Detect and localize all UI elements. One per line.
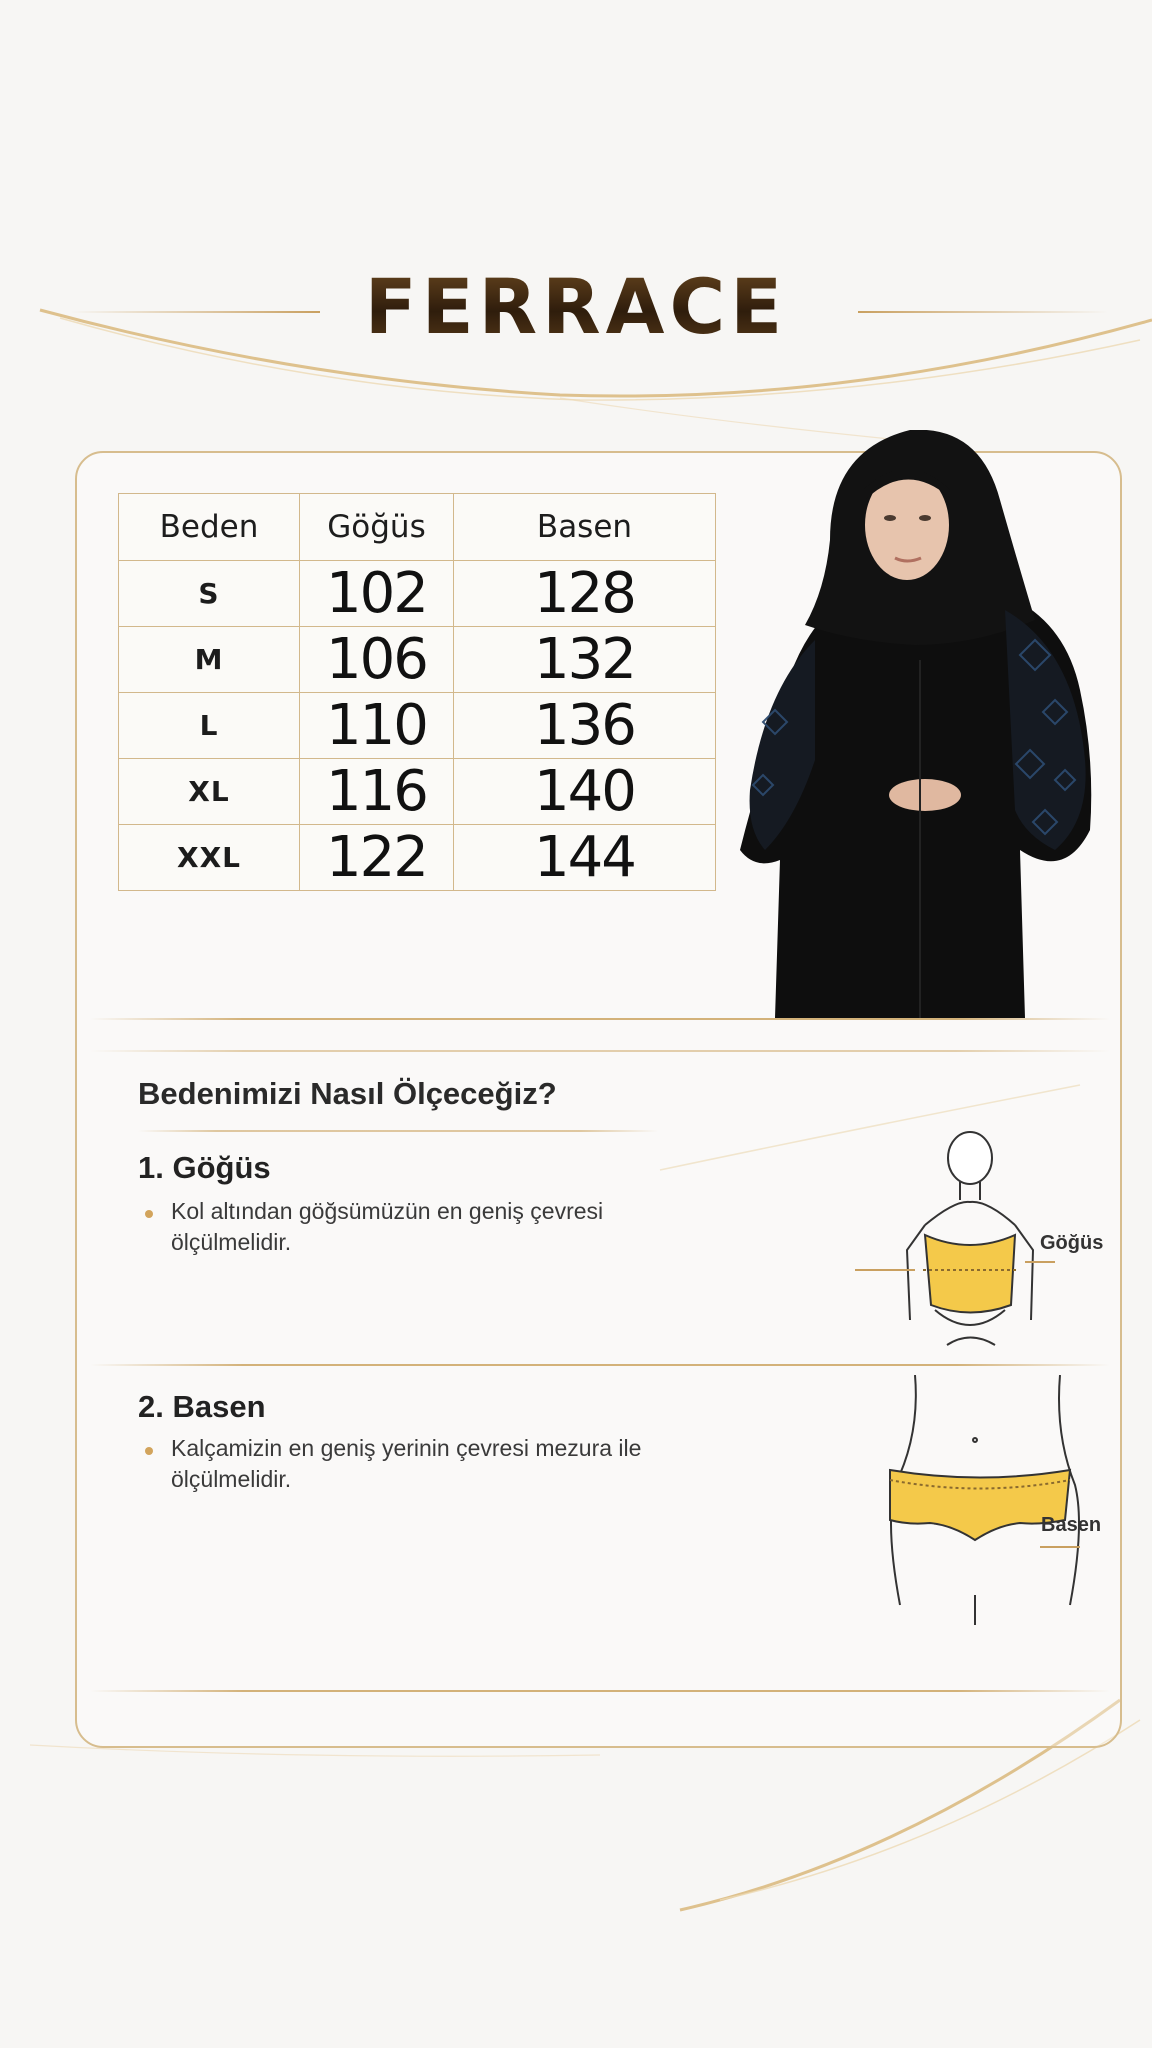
bullet-icon	[145, 1210, 153, 1218]
step-chest-text-line1: Kol altından göğsümüzün en geniş çevresi	[171, 1198, 604, 1224]
model-photo	[735, 430, 1095, 1018]
divider	[90, 1018, 1110, 1020]
hip-value: 128	[454, 561, 716, 627]
chest-measure-figure	[855, 1130, 1055, 1360]
divider	[138, 1130, 658, 1132]
size-chart-table	[118, 493, 716, 891]
chest-value: 106	[300, 627, 454, 693]
divider	[90, 1690, 1110, 1692]
step-chest-text	[171, 1196, 603, 1258]
step-hip-text-line2: ölçülmelidir.	[171, 1466, 292, 1492]
table-row	[119, 759, 716, 825]
table-row	[119, 561, 716, 627]
hip-figure-label: Basen	[1041, 1514, 1102, 1536]
table-row	[119, 825, 716, 891]
size-label: L	[119, 693, 300, 759]
page-title: FERRACE	[0, 262, 1152, 352]
hip-value: 140	[454, 759, 716, 825]
table-row	[119, 693, 716, 759]
hip-value: 144	[454, 825, 716, 891]
header-hip: Basen	[454, 494, 716, 561]
measure-heading: Bedenimizi Nasıl Ölçeceğiz?	[138, 1076, 557, 1111]
step-chest-text-line2: ölçülmelidir.	[171, 1229, 292, 1255]
divider	[90, 1050, 1110, 1052]
chest-value: 110	[300, 693, 454, 759]
table-row	[119, 627, 716, 693]
chest-figure-label: Göğüs	[1040, 1232, 1104, 1254]
header-chest: Göğüs	[300, 494, 454, 561]
divider	[90, 1364, 1110, 1366]
hip-value: 132	[454, 627, 716, 693]
step-chest-title: 1. Göğüs	[138, 1150, 271, 1185]
chest-value: 122	[300, 825, 454, 891]
step-hip-title: 2. Basen	[138, 1389, 266, 1424]
size-label: XL	[119, 759, 300, 825]
header-size: Beden	[119, 494, 300, 561]
step-hip-text	[171, 1433, 641, 1495]
chest-value: 116	[300, 759, 454, 825]
size-label: M	[119, 627, 300, 693]
step-hip-text-line1: Kalçamizin en geniş yerinin çevresi mezura ile	[171, 1435, 642, 1461]
bullet-icon	[145, 1447, 153, 1455]
table-header-row	[119, 494, 716, 561]
size-label: XXL	[119, 825, 300, 891]
chest-value: 102	[300, 561, 454, 627]
hip-value: 136	[454, 693, 716, 759]
size-label: S	[119, 561, 300, 627]
hip-measure-figure	[880, 1375, 1080, 1625]
